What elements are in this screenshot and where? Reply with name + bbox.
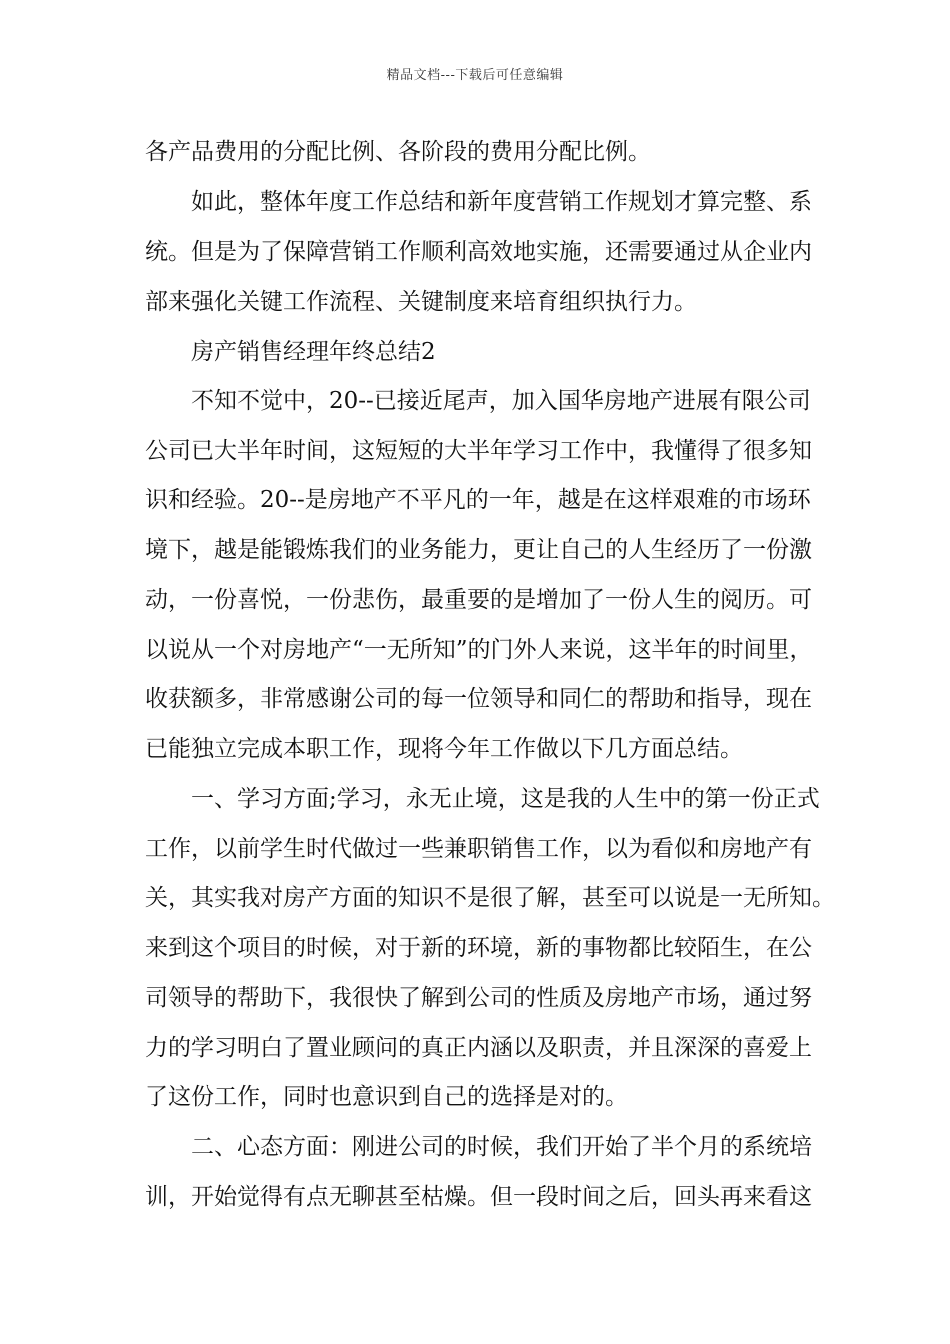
text-line: 各产品费用的分配比例、各阶段的费用分配比例。 <box>145 139 651 165</box>
text-line: 不知不觉中，20--已接近尾声，加入国华房地产进展有限公司 <box>145 388 811 414</box>
text-line: 收获额多，非常感谢公司的每一位领导和同仁的帮助和指导，现在 <box>145 686 812 712</box>
page-header: 精品文档---下载后可任意编辑 <box>386 68 564 83</box>
text-line: 识和经验。20--是房地产不平凡的一年，越是在这样艰难的市场环 <box>145 487 811 513</box>
text-line: 工作，以前学生时代做过一些兼职销售工作，以为看似和房地产有 <box>145 836 812 862</box>
text-line: 统。但是为了保障营销工作顺利高效地实施，还需要通过从企业内 <box>145 239 812 265</box>
text-line: 来到这个项目的时候，对于新的环境，新的事物都比较陌生，在公 <box>145 935 812 961</box>
text-line: 关，其实我对房产方面的知识不是很了解，甚至可以说是一无所知。 <box>145 885 835 911</box>
text-line: 二、心态方面：刚进公司的时候，我们开始了半个月的系统培 <box>145 1134 812 1160</box>
text-line: 司领导的帮助下，我很快了解到公司的性质及房地产市场，通过努 <box>145 985 812 1011</box>
text-line: 一、学习方面;学习，永无止境，这是我的人生中的第一份正式 <box>145 786 820 812</box>
text-line: 如此，整体年度工作总结和新年度营销工作规划才算完整、系 <box>145 189 812 215</box>
text-line: 力的学习明白了置业顾问的真正内涵以及职责，并且深深的喜爱上 <box>145 1035 812 1061</box>
text-line: 部来强化关键工作流程、关键制度来培育组织执行力。 <box>145 289 697 315</box>
text-line: 以说从一个对房地产“一无所知”的门外人来说，这半年的时间里， <box>145 637 813 663</box>
text-line: 动，一份喜悦，一份悲伤，最重要的是增加了一份人生的阅历。可 <box>145 587 812 613</box>
text-line: 房产销售经理年终总结2 <box>145 339 436 365</box>
text-line: 境下，越是能锻炼我们的业务能力，更让自己的人生经历了一份激 <box>145 537 812 563</box>
text-line: 已能独立完成本职工作，现将今年工作做以下几方面总结。 <box>145 736 743 762</box>
text-line: 公司已大半年时间，这短短的大半年学习工作中，我懂得了很多知 <box>145 438 812 464</box>
text-line: 训，开始觉得有点无聊甚至枯燥。但一段时间之后，回头再来看这 <box>145 1184 812 1210</box>
text-line: 了这份工作，同时也意识到自己的选择是对的。 <box>145 1084 628 1110</box>
